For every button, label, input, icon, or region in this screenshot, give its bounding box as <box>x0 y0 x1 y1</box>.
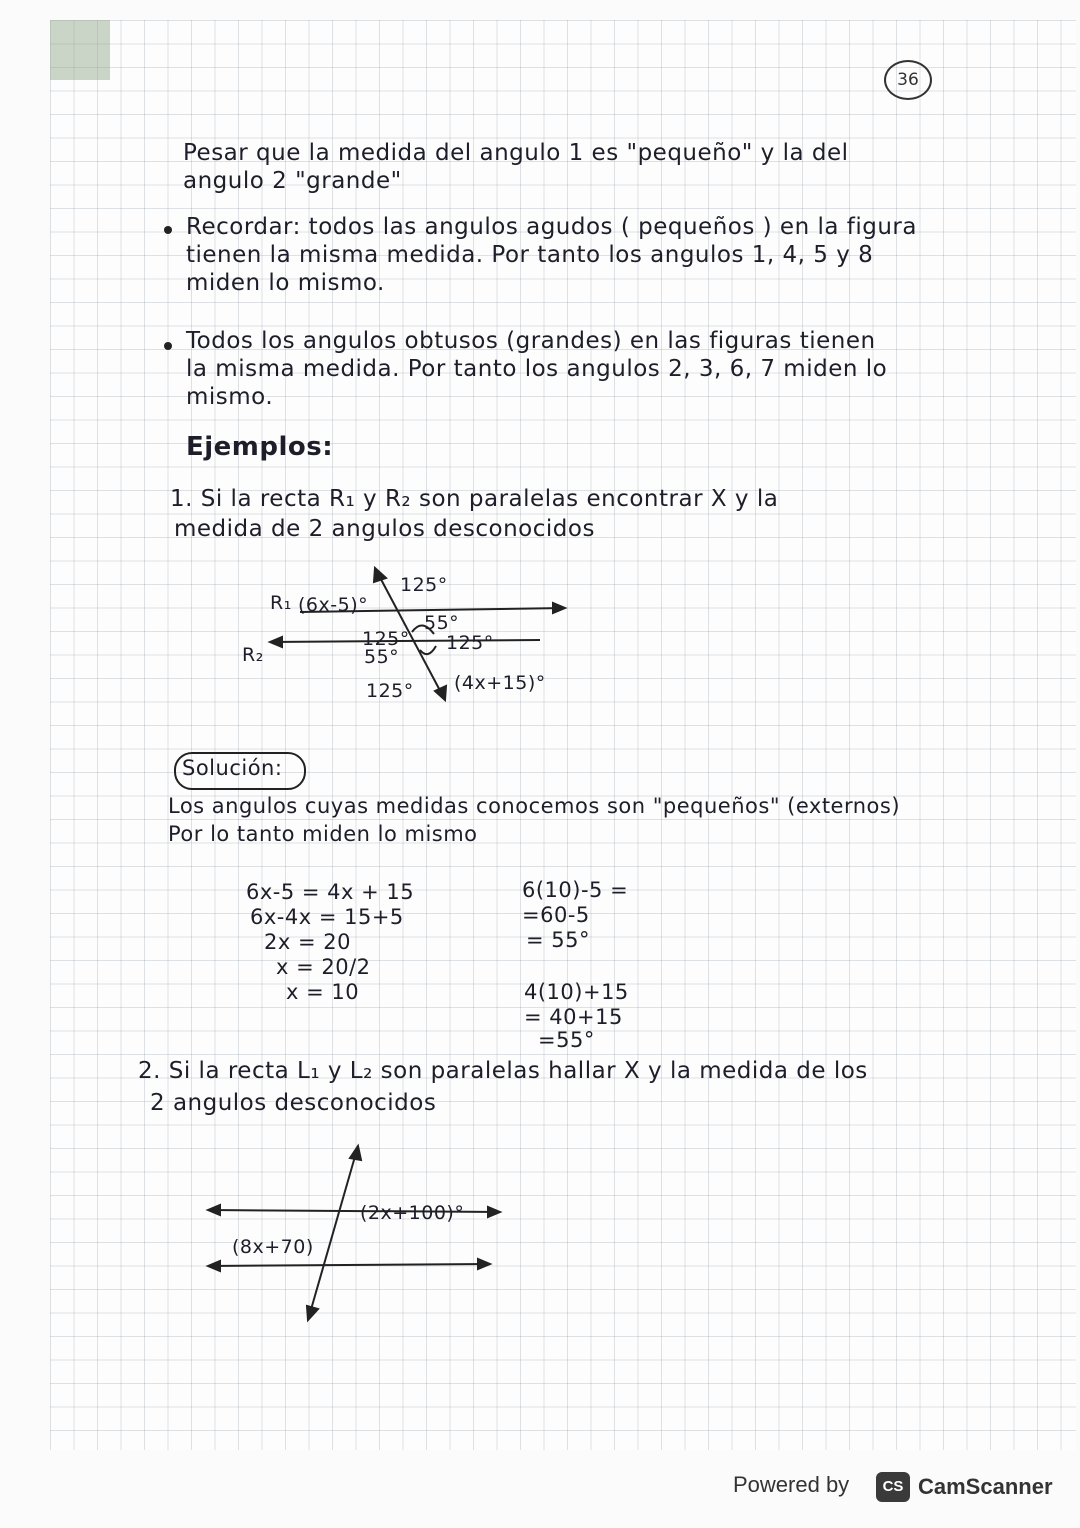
work-left-line-4: x = 20/2 <box>276 955 371 979</box>
angle-125-top: 125° <box>400 574 448 596</box>
work-right-line-2: =60-5 <box>522 903 590 927</box>
intro-line-2: angulo 2 "grande" <box>183 168 402 194</box>
example-1-line-2: medida de 2 angulos desconocidos <box>174 516 595 542</box>
intro-line-1: Pesar que la medida del angulo 1 es "pequeño" y la del <box>183 140 849 166</box>
angle-125-bottom: 125° <box>366 680 414 702</box>
angle-125-inner: 125° <box>362 628 410 650</box>
angle-expr-2x-plus-100: (2x+100)° <box>360 1202 465 1224</box>
camscanner-logo-icon: CS <box>876 1472 910 1502</box>
camscanner-brand: CamScanner <box>918 1474 1053 1499</box>
solution-line-2: Por lo tanto miden lo mismo <box>168 822 478 846</box>
examples-heading: Ejemplos: <box>186 432 334 462</box>
r1-label: R₁ <box>270 592 292 614</box>
bullet-1-line-3: miden lo mismo. <box>186 270 385 296</box>
angle-expr-6x-minus-5: (6x-5)° <box>298 594 369 616</box>
work-left-line-5: x = 10 <box>286 980 360 1004</box>
angle-expr-8x-plus-70: (8x+70) <box>232 1236 314 1258</box>
angle-55-inner: 55° <box>364 646 400 668</box>
example-2-line-1: 2. Si la recta L₁ y L₂ son paralelas hallar X y la medida de los <box>138 1058 868 1084</box>
bullet-2-line-2: la misma medida. Por tanto los angulos 2, 3, 6, 7 miden lo <box>186 356 888 382</box>
work-right-line-1: 6(10)-5 = <box>522 878 629 902</box>
page-corner-shadow <box>50 20 110 80</box>
bullet-1-line-2: tienen la misma medida. Por tanto los angulos 1, 4, 5 y 8 <box>186 242 874 268</box>
work-left-line-3: 2x = 20 <box>264 930 351 954</box>
angle-55-top: 55° <box>424 612 460 634</box>
bullet-dot <box>164 226 172 234</box>
bullet-dot <box>164 342 172 350</box>
powered-by-text: Powered by <box>733 1472 850 1497</box>
example-1-line-1: 1. Si la recta R₁ y R₂ son paralelas encontrar X y la <box>170 486 779 512</box>
work-left-line-2: 6x-4x = 15+5 <box>250 905 404 929</box>
solution-label: Solución: <box>182 756 283 780</box>
bullet-1-line-1: Recordar: todos las angulos agudos ( pequeños ) en la figura <box>186 214 917 240</box>
angle-expr-4x-plus-15: (4x+15)° <box>454 672 546 694</box>
work-right-line-5: = 40+15 <box>524 1005 623 1029</box>
work-right-line-3: = 55° <box>526 928 590 952</box>
work-right-line-6: =55° <box>538 1028 595 1052</box>
solution-line-1: Los angulos cuyas medidas conocemos son "pequeños" (externos) <box>168 794 901 818</box>
angle-125-right: 125° <box>446 632 494 654</box>
example-2-line-2: 2 angulos desconocidos <box>150 1090 437 1116</box>
work-right-line-4: 4(10)+15 <box>524 980 629 1004</box>
r2-label: R₂ <box>242 644 264 666</box>
bullet-2-line-1: Todos los angulos obtusos (grandes) en las figuras tienen <box>186 328 876 354</box>
work-left-line-1: 6x-5 = 4x + 15 <box>246 880 415 904</box>
page-number: 36 <box>884 60 932 100</box>
bullet-2-line-3: mismo. <box>186 384 274 410</box>
